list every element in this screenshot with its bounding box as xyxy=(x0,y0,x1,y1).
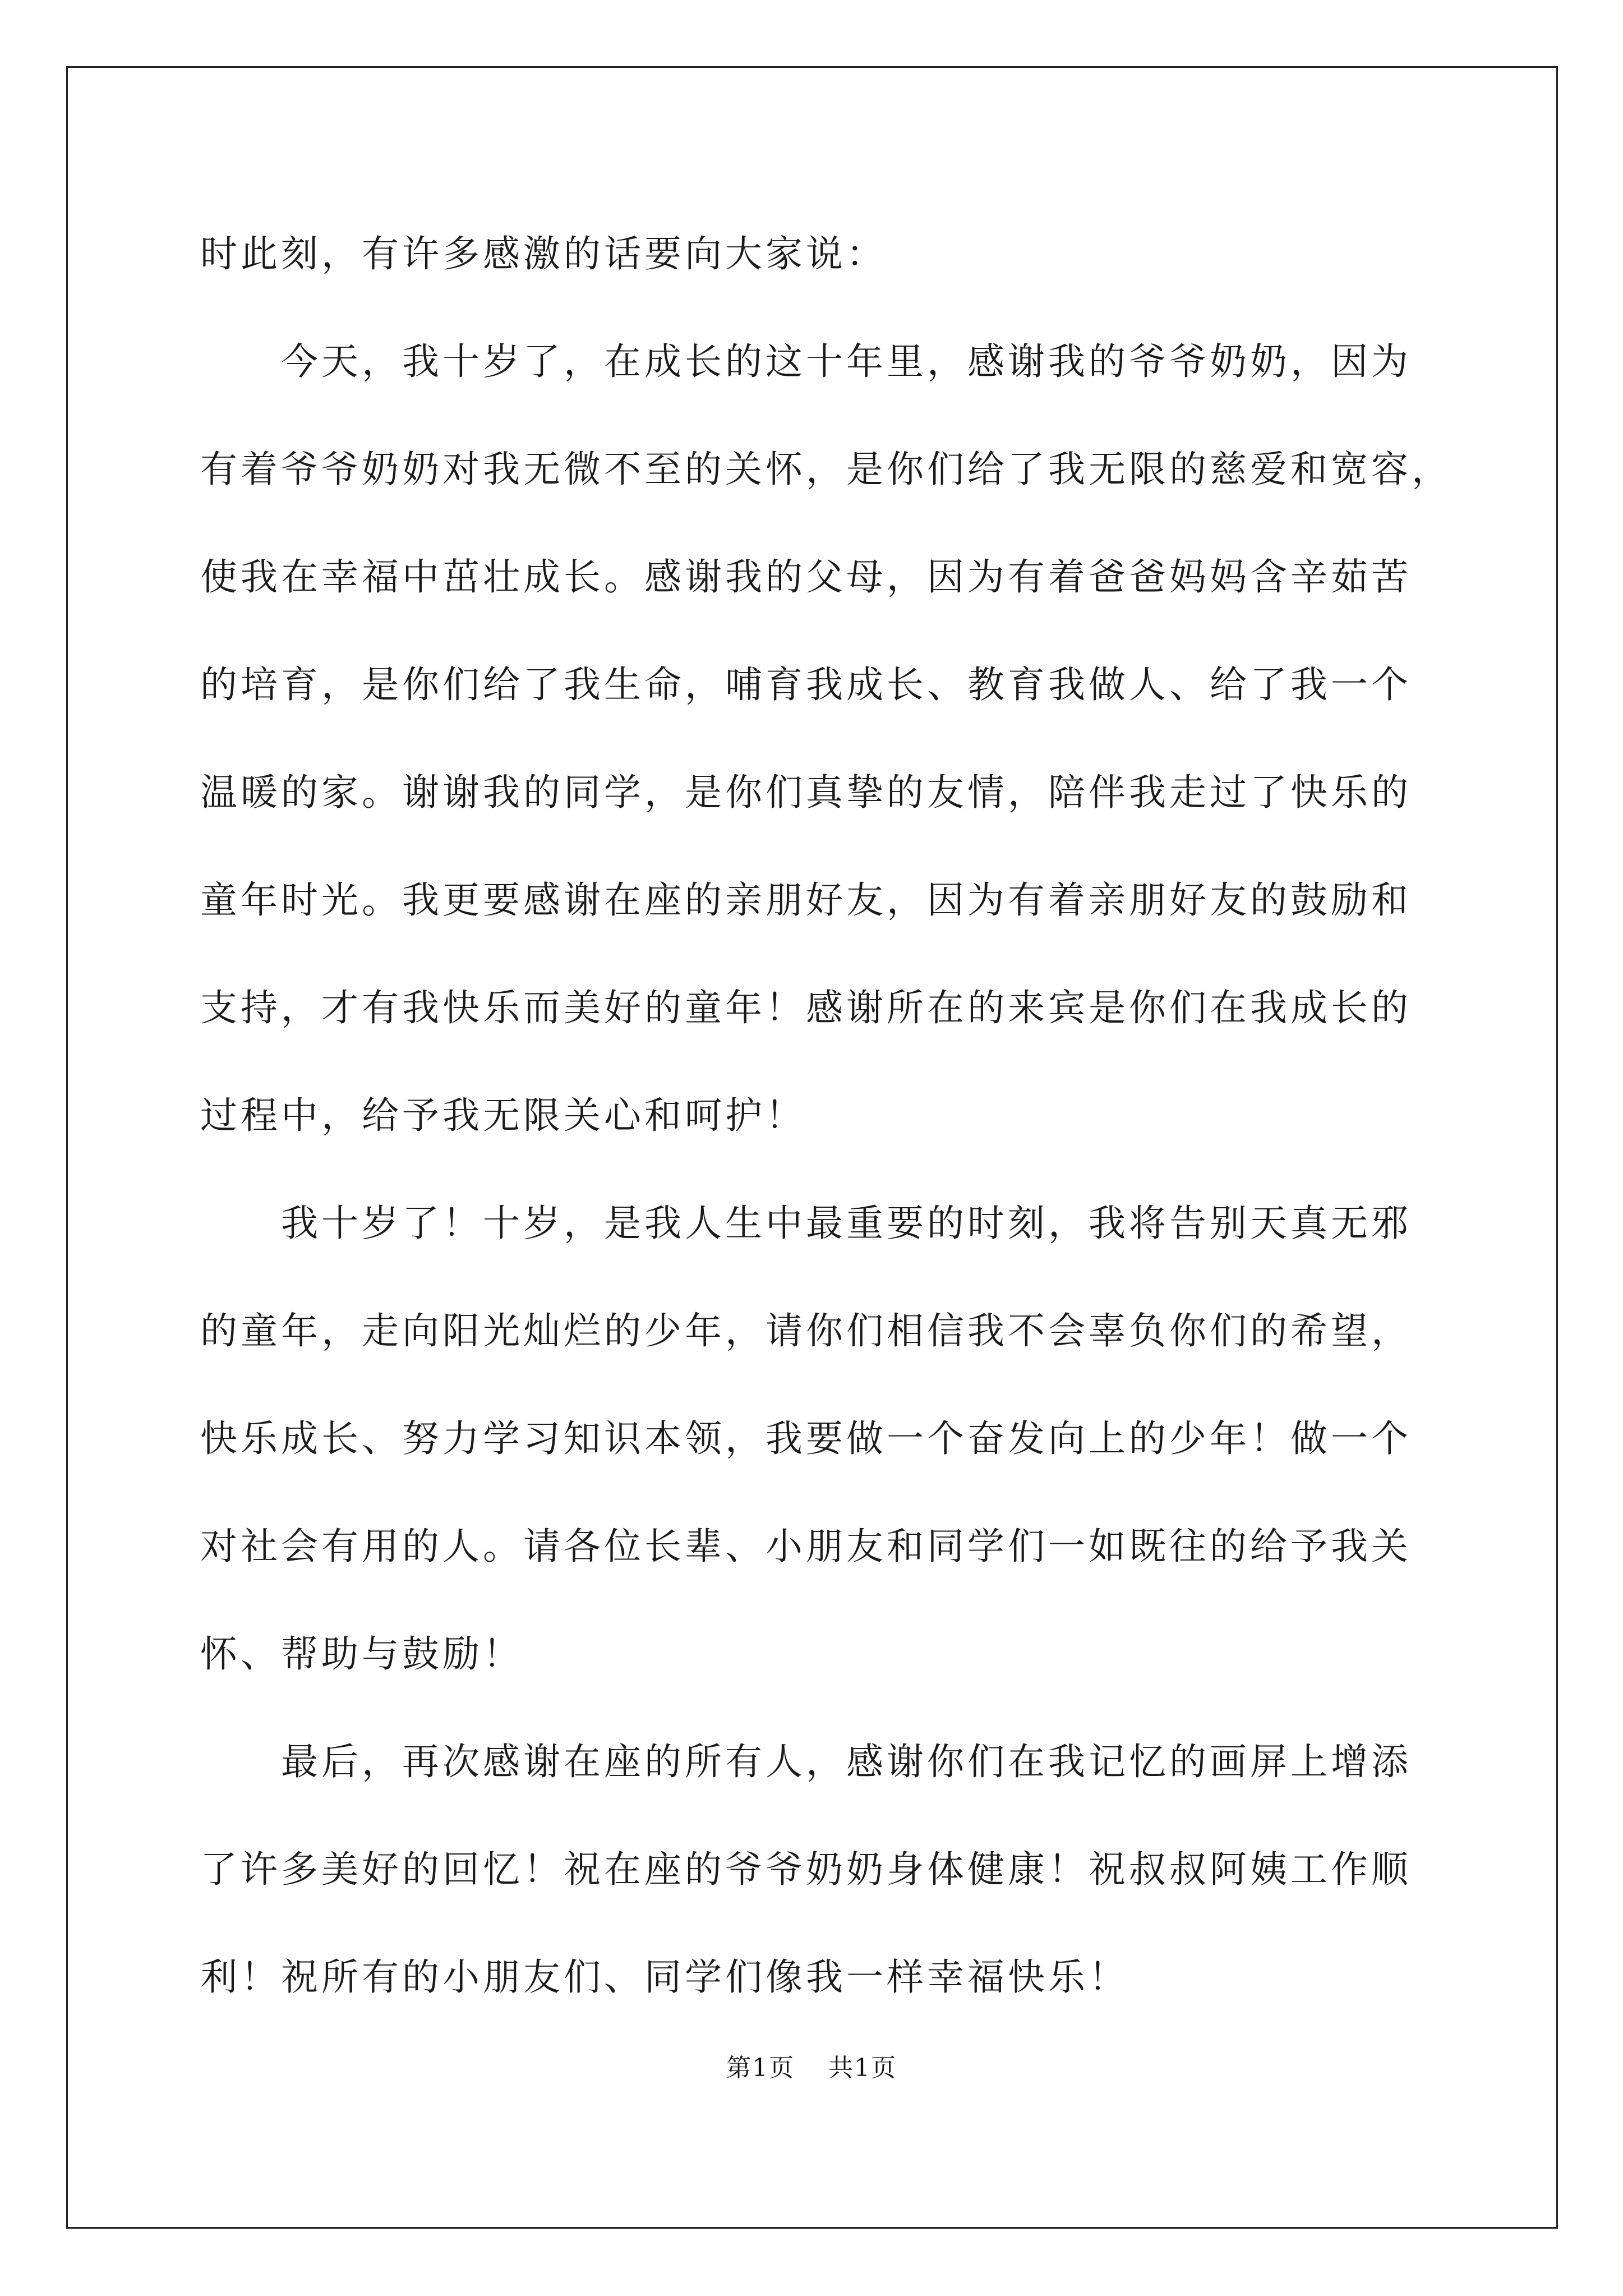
page-total: 共1页 xyxy=(828,2054,897,2082)
text-line: 对社会有用的人。请各位长辈、小朋友和同学们一如既往的给予我关 xyxy=(200,1525,1412,1568)
text-line: 时此刻，有许多感激的话要向大家说： xyxy=(200,232,887,275)
text-line: 使我在幸福中茁壮成长。感谢我的父母，因为有着爸爸妈妈含辛茹苦 xyxy=(200,555,1412,599)
text-line: 童年时光。我更要感谢在座的亲朋好友，因为有着亲朋好友的鼓励和 xyxy=(200,878,1412,922)
text-line: 利！祝所有的小朋友们、同学们像我一样幸福快乐！ xyxy=(200,1955,1129,1999)
page-number: 第1页 xyxy=(726,2054,795,2082)
page-footer xyxy=(0,2047,1623,2083)
text-line: 今天，我十岁了，在成长的这十年里，感谢我的爷爷奶奶，因为 xyxy=(200,340,1412,383)
text-line: 过程中，给予我无限关心和呵护！ xyxy=(200,1094,806,1137)
text-line: 支持，才有我快乐而美好的童年！感谢所在的来宾是你们在我成长的 xyxy=(200,986,1412,1029)
text-line: 的童年，走向阳光灿烂的少年，请你们相信我不会辜负你们的希望， xyxy=(200,1309,1412,1352)
page-border xyxy=(66,66,1558,2229)
text-line: 怀、帮助与鼓励！ xyxy=(200,1632,523,1676)
text-line: 的培育，是你们给了我生命，哺育我成长、教育我做人、给了我一个 xyxy=(200,663,1412,706)
text-line: 快乐成长、努力学习知识本领，我要做一个奋发向上的少年！做一个 xyxy=(200,1417,1412,1460)
text-line: 最后，再次感谢在座的所有人，感谢你们在我记忆的画屏上增添 xyxy=(200,1740,1412,1783)
text-line: 温暖的家。谢谢我的同学，是你们真挚的友情，陪伴我走过了快乐的 xyxy=(200,771,1412,814)
text-line: 了许多美好的回忆！祝在座的爷爷奶奶身体健康！祝叔叔阿姨工作顺 xyxy=(200,1848,1412,1891)
text-line: 有着爷爷奶奶对我无微不至的关怀，是你们给了我无限的慈爱和宽容， xyxy=(200,448,1452,491)
text-line: 我十岁了！十岁，是我人生中最重要的时刻，我将告别天真无邪 xyxy=(200,1202,1412,1245)
